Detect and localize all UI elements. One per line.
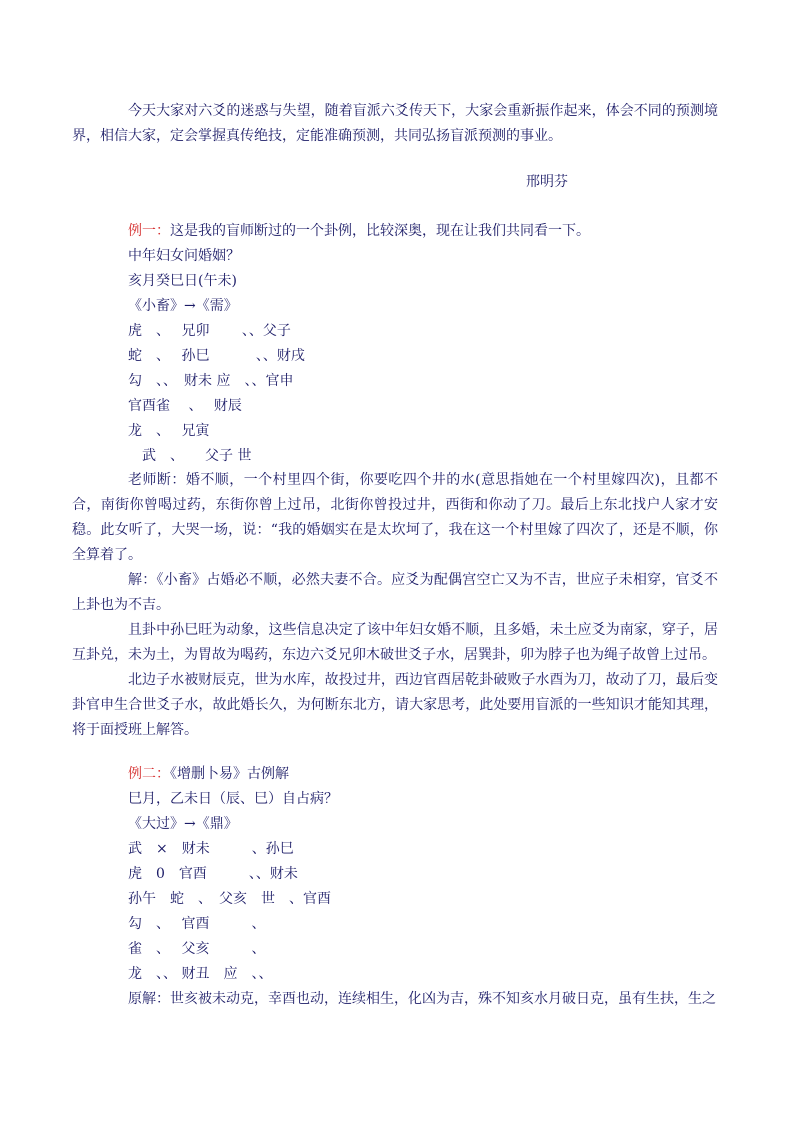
author-name: 邢明芬 <box>526 174 568 190</box>
example2-date: 巳月，乙未日（辰、巳）自占病？ <box>128 791 338 807</box>
example1-heading <box>128 221 590 241</box>
example1-intro: 这是我的盲师断过的一个卦例，比较深奥，现在让我们共同看一下。 <box>170 223 590 239</box>
hexagram-line: 勾 、、 财未 应 、、官申 <box>128 373 294 389</box>
analysis-paragraph-2: 且卦中孙巳旺为动象，这些信息决定了该中年妇女婚不顺，且多婚，未土应爻为南家，穿子，居互卦兑，未为土，为胃故为喝药，东边六爻兄卯木破世爻子水，居巽卦，卯为脖子也为绳子故曾上过吊。 <box>72 622 718 663</box>
hexagram-line: 官酉雀 、 财辰 <box>128 398 242 414</box>
hexagram-line: 龙 、、 财丑 应 、、 <box>128 966 273 982</box>
example1-date: 亥月癸巳日(午未) <box>128 273 237 289</box>
hexagram-line: 武 、 父子 世 <box>128 448 252 464</box>
hexagram-line: 龙 、 兄寅 <box>128 423 210 439</box>
hexagram-line: 雀 、 父亥 、 <box>128 941 266 957</box>
example2-label: 例二： <box>128 766 170 782</box>
example2-analysis: 原解：世亥被未动克，幸酉也动，连续相生，化凶为吉，殊不知亥水月破日克，虽有生扶，生之 <box>128 991 716 1007</box>
example2-title: 《增删卜易》古例解 <box>170 766 289 782</box>
example1-label: 例一： <box>128 223 170 239</box>
hexagram-line: 虎 、 兄卯 、、父子 <box>128 323 291 339</box>
example2-heading <box>128 764 289 784</box>
hexagram-line: 武 × 财未 、孙巳 <box>128 841 294 857</box>
example2-hexagram: 《大过》→《鼎》 <box>128 816 238 832</box>
example1-question: 中年妇女问婚姻？ <box>128 248 240 264</box>
analysis-paragraph-1: 解：《小畜》占婚必不顺，必然夫妻不合。应爻为配偶宫空亡又为不吉，世应子未相穿，官爻不上卦也为不吉。 <box>72 572 718 613</box>
hexagram-line: 孙午 蛇 、 父亥 世 、官酉 <box>128 891 331 907</box>
intro-paragraph: 今天大家对六爻的迷惑与失望，随着盲派六爻传天下，大家会重新振作起来，体会不同的预测境界，相信大家，定会掌握真传绝技，定能准确预测，共同弘扬盲派预测的事业。 <box>72 103 718 144</box>
hexagram-line: 虎 0 官酉 、、财未 <box>128 866 298 882</box>
analysis-paragraph-3: 北边子水被财辰克，世为水库，故投过井，西边官酉居乾卦破败子水酉为刀，故动了刀，最后变卦官申生合世爻子水，故此婚长久，为何断东北方，请大家思考，此处要用盲派的一些知识才能知其理，将于面授班上解答。 <box>72 672 718 738</box>
example1-hexagram: 《小畜》→《需》 <box>128 298 238 314</box>
teacher-judgment: 老师断：婚不顺，一个村里四个街，你要吃四个井的水(意思指她在一个村里嫁四次)，且都不合，南街你曾喝过药，东街你曾上过吊，北街你曾投过井，西街和你动了刀。最后上东北找户人家才安稳。此女听了，大哭一场，说：“我的婚姻实在是太坎坷了，我在这一个村里嫁了四次了，还是不顺，你全算着了。 <box>72 472 718 563</box>
hexagram-line: 勾 、 官酉 、 <box>128 916 266 932</box>
hexagram-line: 蛇 、 孙巳 、、财戌 <box>128 348 305 364</box>
